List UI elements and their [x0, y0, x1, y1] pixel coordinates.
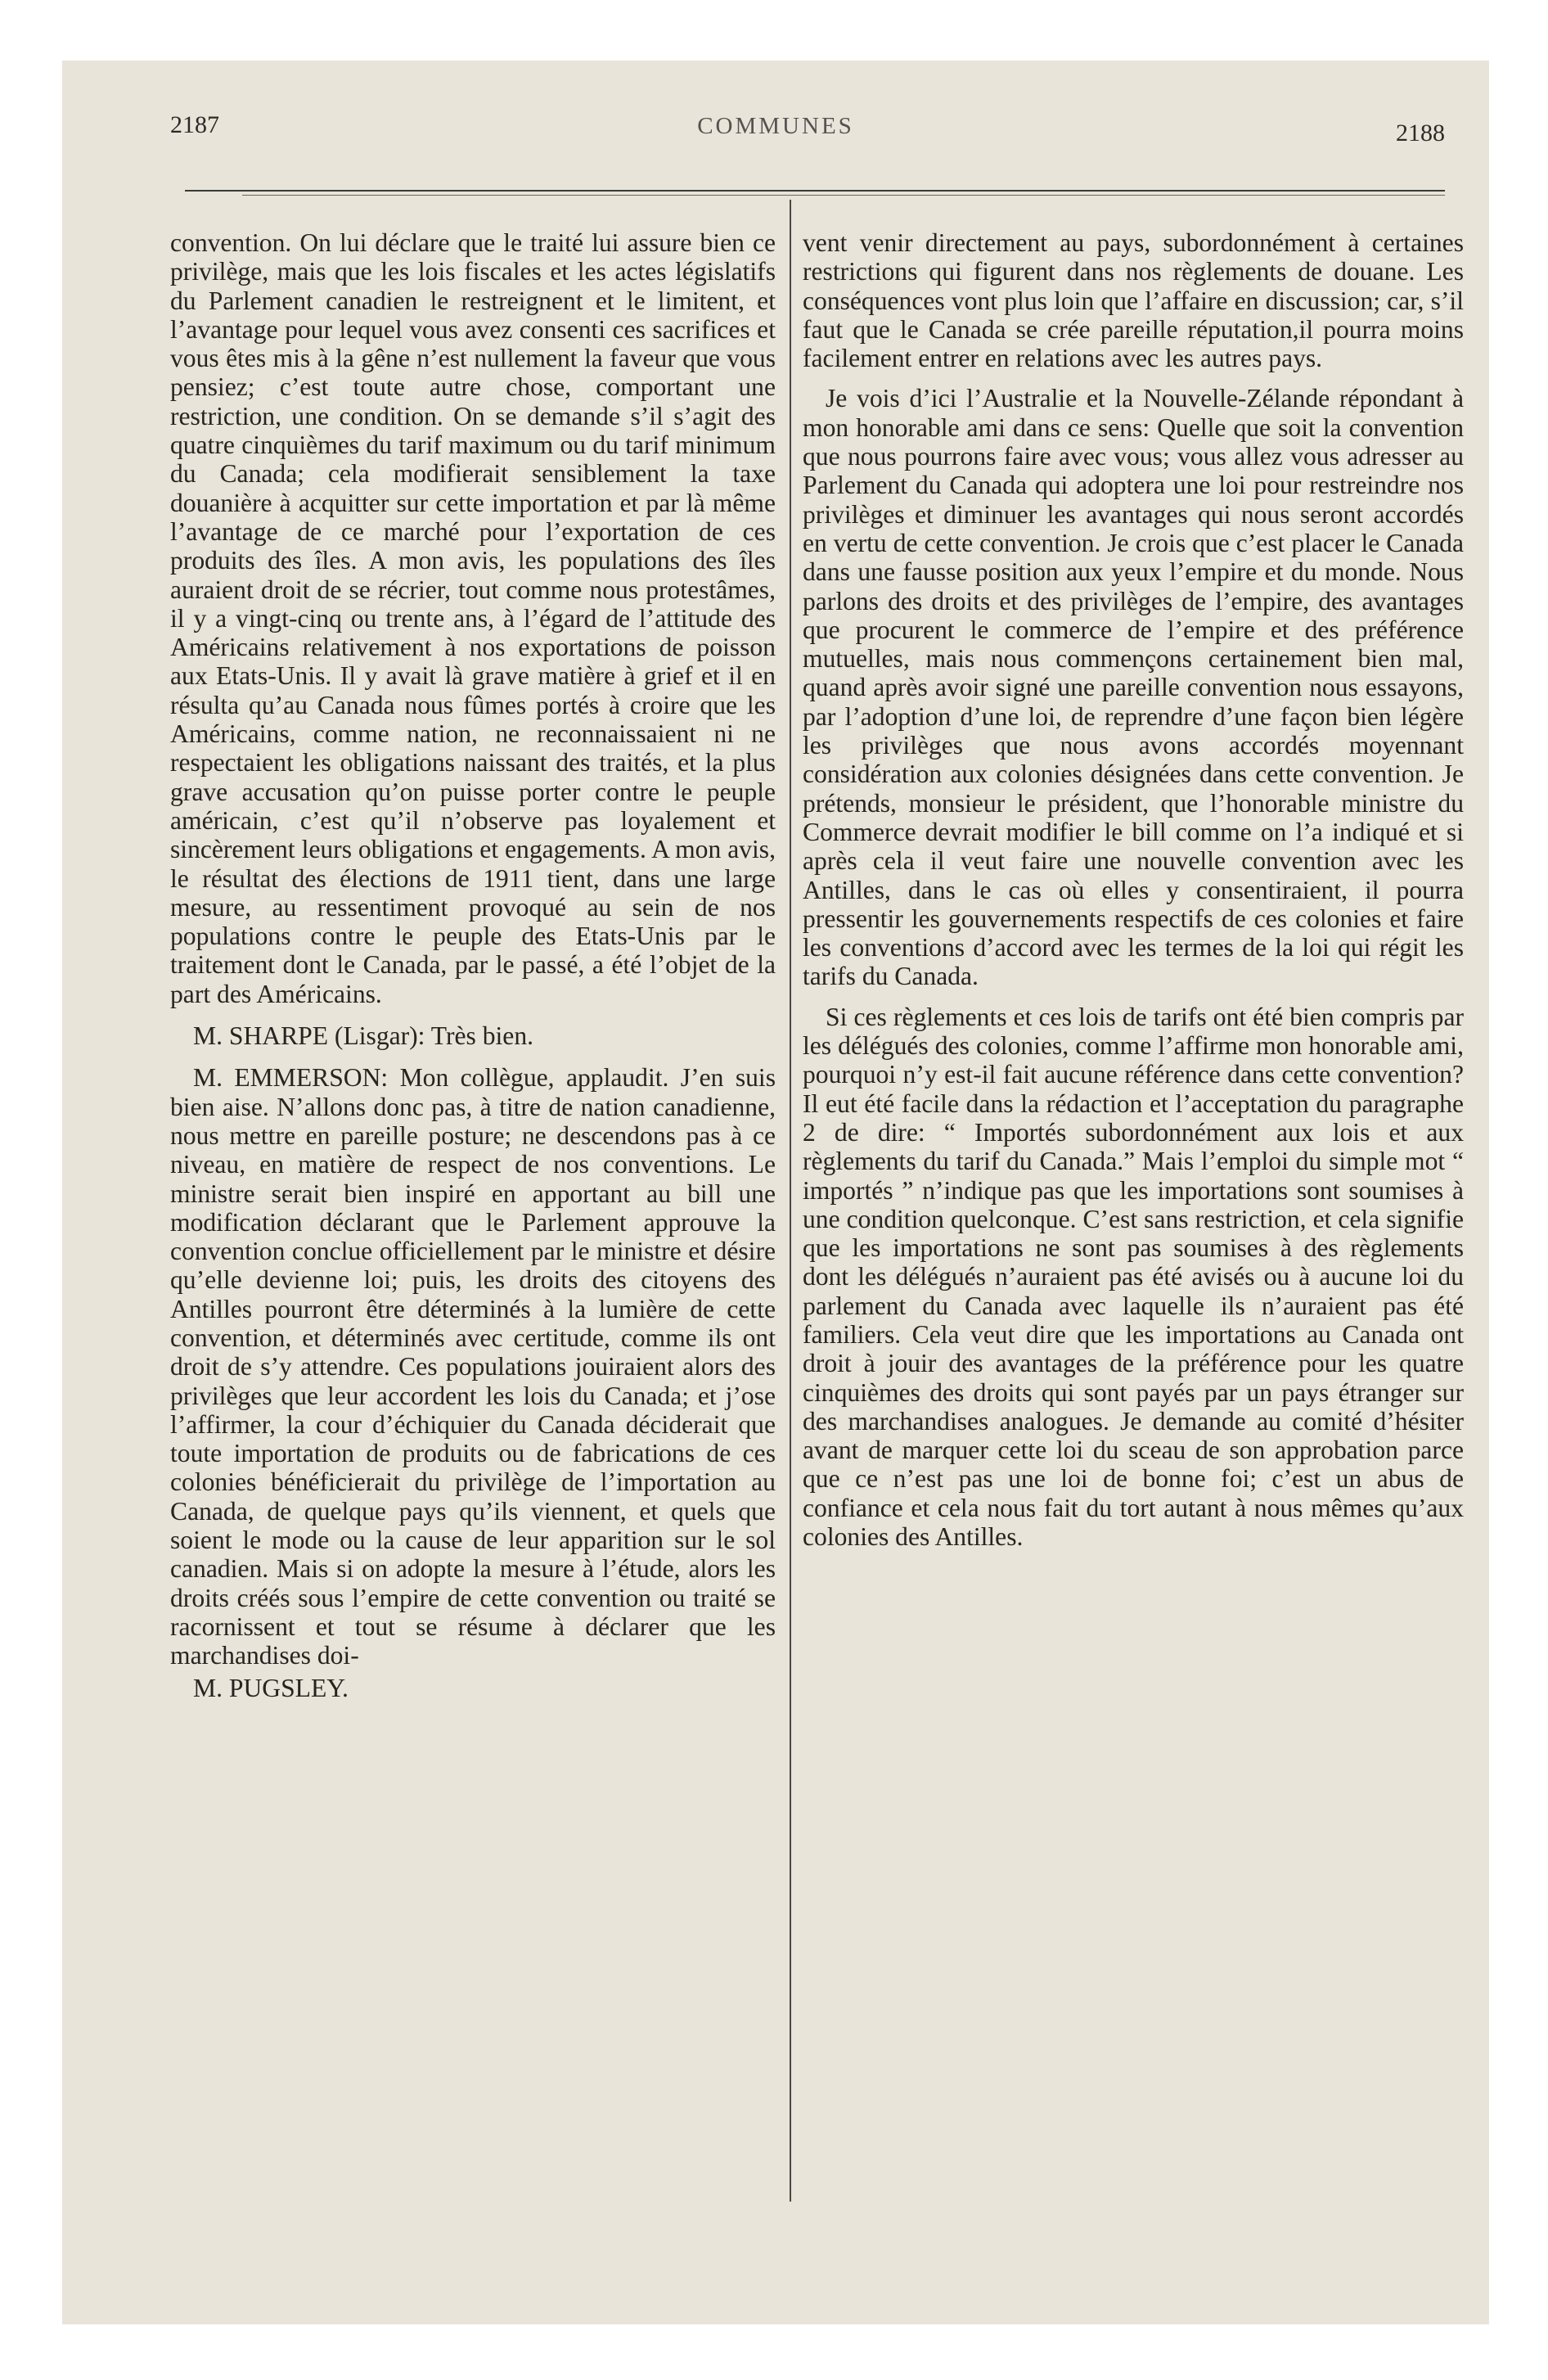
right-column	[803, 228, 1464, 1551]
left-column	[170, 228, 776, 1702]
header-rule-thin	[242, 195, 1445, 196]
running-title: COMMUNES	[697, 113, 854, 139]
column-divider	[790, 200, 791, 2202]
speaker-paragraph-sharpe: M. SHARPE (Lisgar): Très bien.	[193, 1021, 534, 1051]
page-header	[62, 61, 1489, 175]
speaker-paragraph-emmerson: M. EMMERSON: Mon collègue, applaudit. J’en suis bien aise. N’allons donc pas, à titre de nation canadienne, nous mettre en pareille posture; ne descendons pas à ce niveau, en matière de respect de nos conventions. Le ministre serait bien inspiré en apportant au bill une modification déclarant que le Parlement approuve la convention conclue officiellement par le ministre et désire qu’elle devienne loi; puis, les droits des citoyens des Antilles pourront être déterminés à la lumière de cette convention, et déterminés avec certitude, comme ils ont droit de s’y attendre. Ces populations jouiraient alors des privilèges que leur accordent les lois du Canada; et j’ose l’affirmer, la cour d’échiquier du Canada déciderait que toute importation de produits ou de fabrications de ces colonies bénéficierait du privilège de l’importation au Canada, de quelque pays qu’ils viennent, et quels que soient le mode ou la cause de leur apparition sur le sol canadien. Mais si on adopte la mesure à l’étude, alors les droits créés sous l’empire de cette convention ou traité se racornissent et tout se résume à déclarer que les marchandises doi-	[170, 1063, 776, 1670]
speaker-name-pugsley: M. PUGSLEY.	[193, 1673, 349, 1702]
paragraph: vent venir directement au pays, subordonnément à certaines restrictions qui figurent dans nos règlements de douane. Les conséquences vont plus loin que l’affaire en discussion; car, s’il faut que le Canada se crée pareille réputation,il pourra moins facilement entrer en relations avec les autres pays.	[803, 228, 1464, 373]
paragraph: Je vois d’ici l’Australie et la Nouvelle-Zélande répondant à mon honorable ami dans ce sens: Quelle que soit la convention que nous pourrons faire avec vous; vous allez vous adresser au Parlement du Canada qui adoptera une loi pour restreindre nos privilèges et diminuer les avantages qui nous seront accordés en vertu de cette convention. Je crois que c’est placer le Canada dans une fausse position aux yeux l’empire et du monde. Nous parlons des droits et des privilèges de l’empire, des avantages que procurent le commerce de l’empire et des préférence mutuelles, mais nous commençons certainement bien mal, quand après avoir signé une pareille convention nous essayons, par l’adoption d’une loi, de reprendre d’une façon bien légère les privilèges que nous avons accordés moyennant considération aux colonies désignées dans cette convention. Je prétends, monsieur le président, que l’honorable ministre du Commerce devrait modifier le bill comme on l’a indiqué et si après cela il veut faire une nouvelle convention avec les Antilles, dans le cas où elles y consentiraient, il pourra pressentir les gouvernements respectifs de ces colonies et faire les conventions d’accord avec les termes de la loi qui régit les tarifs du Canada.	[803, 384, 1464, 991]
paragraph: Si ces règlements et ces lois de tarifs ont été bien compris par les délégués des colonies, comme l’affirme mon honorable ami, pourquoi n’y est-il fait aucune référence dans cette convention? Il eut été facile dans la rédaction et l’acceptation du paragraphe 2 de dire: “ Importés subordonnément aux lois et aux règlements du tarif du Canada.” Mais l’emploi du simple mot “ importés ” n’indique pas que les importations sont soumises à une condition quelconque. C’est sans restriction, et cela signifie que les importations ne sont pas soumises à des règlements dont les délégués n’auraient pas été avisés ou à aucune loi du parlement du Canada avec laquelle ils n’auraient pas été familiers. Cela veut dire que les importations au Canada ont droit à jouir des avantages de la préférence pour les quatre cinquièmes des droits qui sont payés par un pays étranger sur des marchandises analogues. Je demande au comité d’hésiter avant de marquer cette loi du sceau de son approbation parce que ce n’est pas une loi de bonne foi; c’est un abus de confiance et cela nous fait du tort autant à nous mêmes qu’aux colonies des Antilles.	[803, 1002, 1464, 1552]
page-number-right: 2188	[1396, 119, 1445, 146]
header-rule	[185, 190, 1445, 192]
scanned-page	[62, 61, 1489, 2324]
paragraph: convention. On lui déclare que le traité lui assure bien ce privilège, mais que les lois fiscales et les actes législatifs du Parlement canadien le restreignent et le limitent, et l’avantage pour lequel vous avez consenti ces sacrifices et vous êtes mis à la gêne n’est nullement la faveur que vous pensiez; c’est toute autre chose, comportant une restriction, une condition. On se demande s’il s’agit des quatre cinquièmes du tarif maximum ou du tarif minimum du Canada; cela modifierait sensiblement la taxe douanière à acquitter sur cette importation et par là même l’avantage de ce marché pour l’exportation de ces produits des îles. A mon avis, les populations des îles auraient droit de se récrier, tout comme nous protestâmes, il y a vingt-cinq ou trente ans, à l’égard de l’attitude des Américains relativement à nos exportations de poisson aux Etats-Unis. Il y avait là grave matière à grief et il en résulta qu’au Canada nous fûmes portés à croire que les Américains, comme nation, ne reconnaissaient ni ne respectaient les obligations naissant des traités, et la plus grave accusation qu’on puisse porter contre le peuple américain, c’est qu’il n’observe pas loyalement et sincèrement leurs obligations et engagements. A mon avis, le résultat des élections de 1911 tient, dans une large mesure, au ressentiment provoqué au sein de nos populations contre le peuple des Etats-Unis par le traitement dont le Canada, par le passé, a été l’objet de la part des Américains.	[170, 228, 776, 1008]
page-number-left: 2187	[170, 111, 219, 138]
